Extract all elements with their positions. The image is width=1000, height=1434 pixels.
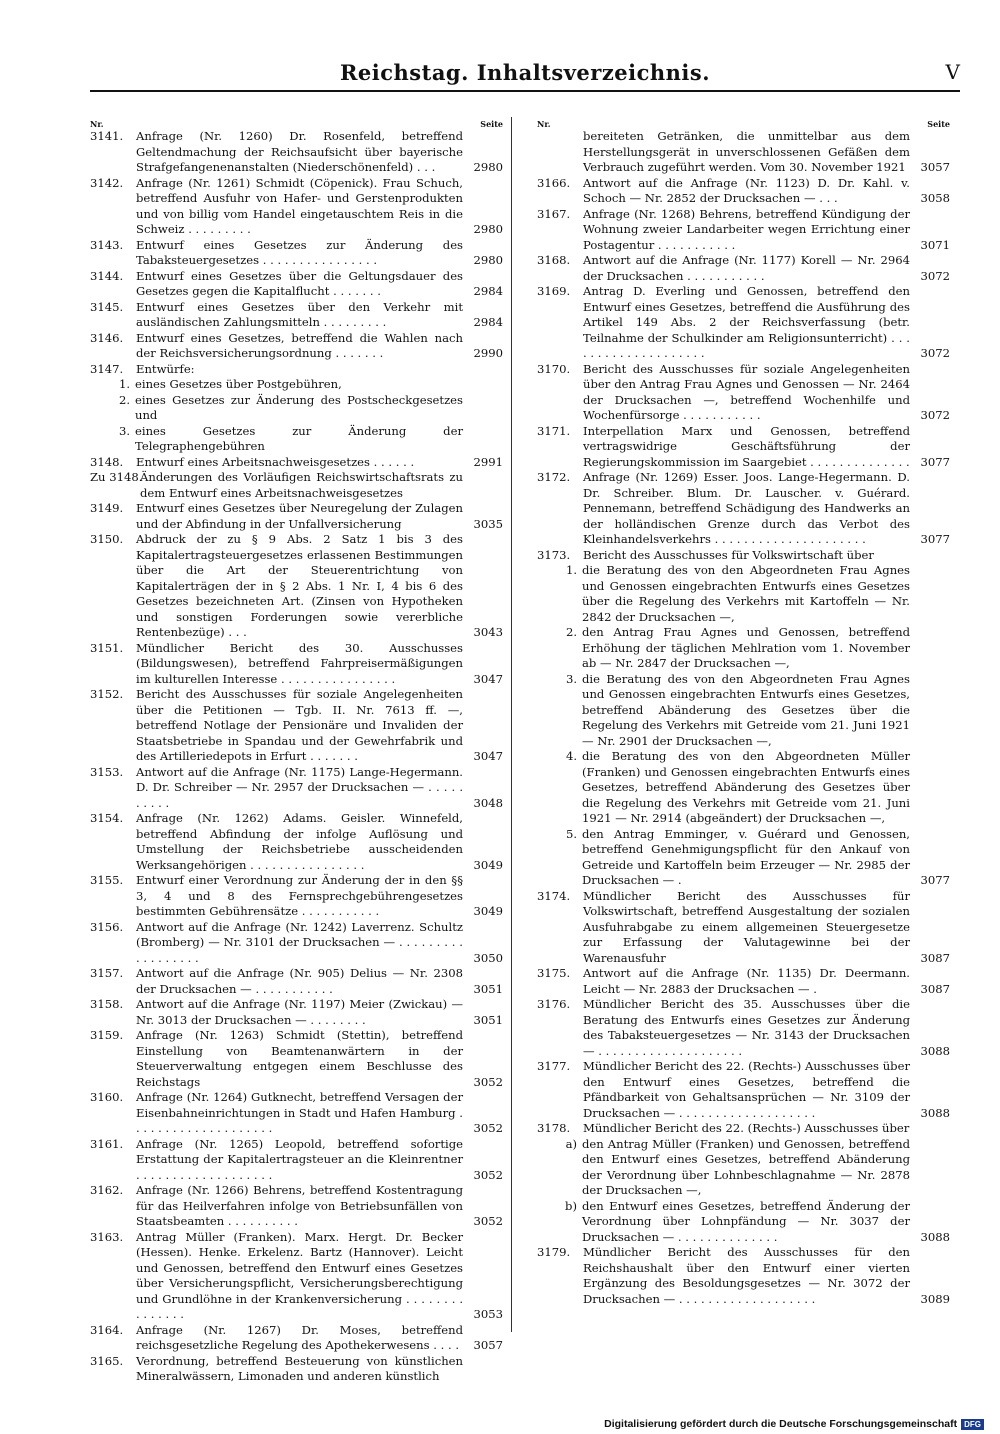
entry-text: Mündlicher Bericht des 22. (Rechts-) Ausschusses über den Entwurf eines Gesetzes, betreffend die Pfändbarkeit von Gehaltsansprüchen — Nr. 3109 der Drucksachen — . . . . . . . . . . . . . . . . . . .: [583, 1059, 910, 1120]
dfg-logo: DFG: [961, 1419, 984, 1430]
entry-number: 3143.: [90, 237, 124, 252]
toc-entry: [537, 966, 950, 997]
entry-page: 3077: [920, 532, 950, 546]
entry-page: 3047: [473, 671, 503, 686]
page-header: [90, 60, 960, 88]
entry-text: Anfrage (Nr. 1264) Gutknecht, betreffend Versagen der Eisenbahneinrichtungen in Stadt und Hafen Hamburg . . . . . . . . . . . . . . . . . . . .: [136, 1090, 463, 1135]
toc-subentry: [90, 393, 503, 424]
entry-page: 3052: [473, 1214, 503, 1228]
entry-text: Entwurf eines Gesetzes, betreffend die Wahlen nach der Reichsversicherungsordnung . . . . . . .: [136, 330, 463, 360]
subentry-label: 3.: [565, 671, 577, 686]
entry-number: 3152.: [90, 687, 124, 701]
entry-number: 3171.: [537, 423, 571, 438]
entry-page: 3087: [920, 950, 950, 965]
entry-number: 3166.: [537, 175, 571, 190]
entry-number: 3142.: [90, 175, 124, 190]
entry-text: Antwort auf die Anfrage (Nr. 1197) Meier (Zwickau) — Nr. 3013 der Drucksachen — . . . . . . . .: [136, 997, 463, 1027]
subentry-text: eines Gesetzes über Postgebühren,: [135, 377, 342, 391]
subentry-label: 1.: [118, 377, 130, 391]
entry-page: 3053: [473, 1307, 503, 1321]
entry-number: Zu 3148.: [90, 470, 143, 484]
entry-number: 3175.: [537, 966, 571, 980]
entry-page: 2980: [473, 222, 503, 236]
toc-entry: [90, 1354, 503, 1385]
entry-text: Verordnung, betreffend Besteuerung von künstlichen Mineralwässern, Limonaden und anderen künstlich: [136, 1353, 463, 1383]
entry-number: 3172.: [537, 470, 571, 484]
entry-page: 3072: [920, 408, 950, 422]
page-number: V: [945, 60, 960, 84]
footer: [604, 1418, 984, 1430]
toc-entry: [90, 331, 503, 362]
entry-number: 3167.: [537, 206, 571, 221]
subentry-label: b): [565, 1198, 577, 1213]
entry-page: 2984: [473, 284, 503, 298]
entry-text: Antrag Müller (Franken). Marx. Hergt. Dr. Becker (Hessen). Henke. Erkelenz. Bartz (Hannover). Leicht und Genossen, betreffend den Entwurf eines Gesetzes über Versicherungspflicht, Versicherungsberechtigung und Grundlöhne in der Krankenversicherung . . . . . . . . . . . . . . .: [136, 1229, 463, 1321]
entry-text: Antrag D. Everling und Genossen, betreffend den Entwurf eines Gesetzes, betreffend die Ausführung des Artikel 149 Abs. 2 der Reichsverfassung (betr. Teilnahme der Schulkinder am Religionsunterricht) . . . . . . . . . . . . . . . . . . . .: [583, 284, 910, 360]
entry-number: 3154.: [90, 811, 124, 825]
entry-text: Entwürfe:: [136, 361, 195, 376]
toc-entry: [90, 129, 503, 176]
entry-page: 3072: [920, 268, 950, 283]
entry-text: Bericht des Ausschusses für soziale Angelegenheiten über die Petitionen — Tgb. II. Nr. 7613 ff. —, betreffend Notlage der Pensionäre und Invaliden der Staatsbetriebe in Spandau und der Gewehrfabrik und des Artilleriedepots in Erfurt . . . . . . .: [136, 687, 463, 763]
column-header-seite: Seite: [927, 119, 950, 129]
entry-page: 3047: [473, 749, 503, 763]
entry-text: Mündlicher Bericht des Ausschusses für Volkswirtschaft, betreffend Ausgestaltung der sozialen Ausfuhrabgabe zu einem allgemeinen Steuergesetze zur Erfassung der Valutagewinne bei der Warenausfuhr: [583, 888, 910, 965]
subentry-text: den Entwurf eines Gesetzes, betreffend Änderung der Verordnung über Lohnpfändung — Nr. 3037 der Drucksachen — . . . . . . . . . . . . . .: [582, 1198, 910, 1244]
entry-text: Änderungen des Vorläufigen Reichswirtschaftsrats zu dem Entwurf eines Arbeitsnachweisgesetzes: [140, 470, 463, 500]
entry-page: 3089: [920, 1291, 950, 1306]
column-header: [537, 117, 950, 129]
entry-text: Entwurf eines Arbeitsnachweisgesetzes . . . . . .: [136, 454, 415, 469]
toc-entry: [537, 1121, 950, 1137]
entry-page: 2991: [473, 454, 503, 469]
entry-number: 3155.: [90, 873, 124, 887]
entry-text: Mündlicher Bericht des 35. Ausschusses über die Beratung des Entwurfs eines Gesetzes zur Änderung des Tabaksteuergesetzes — Nr. 3143 der Drucksachen — . . . . . . . . . . . . . . . . . . . .: [583, 997, 910, 1058]
toc-entry: [537, 129, 950, 176]
entry-text: Entwurf eines Gesetzes über den Verkehr mit ausländischen Zahlungsmitteln . . . . . . . . .: [136, 299, 463, 329]
entry-text: Mündlicher Bericht des 22. (Rechts-) Ausschusses über: [583, 1121, 910, 1135]
entry-number: 3144.: [90, 268, 124, 283]
entry-number: 3176.: [537, 997, 571, 1011]
entry-number: 3157.: [90, 966, 124, 980]
entry-page: 3072: [920, 346, 950, 360]
entry-number: 3162.: [90, 1183, 124, 1197]
toc-entry: [90, 966, 503, 997]
toc-entry: [90, 873, 503, 920]
toc-entry: [90, 470, 503, 501]
entry-page: 3077: [920, 454, 950, 469]
entry-page: 3051: [473, 1012, 503, 1027]
entry-text: Entwurf eines Gesetzes über die Geltungsdauer des Gesetzes gegen die Kapitalflucht . . . . . . .: [136, 268, 463, 298]
entry-page: 3087: [920, 981, 950, 996]
column-divider: [511, 117, 512, 1332]
entry-text: Antwort auf die Anfrage (Nr. 1242) Laverrenz. Schultz (Bromberg) — Nr. 3101 der Drucksachen — . . . . . . . . . . . . . . . . . .: [136, 919, 463, 965]
toc-subentry: [90, 424, 503, 455]
entry-page: 3052: [473, 1167, 503, 1182]
entry-page: 2980: [473, 160, 503, 174]
entry-page: 3050: [473, 950, 503, 965]
toc-entry: [90, 687, 503, 765]
entry-page: 3052: [473, 1121, 503, 1135]
subentry-label: a): [565, 1136, 577, 1151]
subentry-text: den Antrag Emminger, v. Guérard und Genossen, betreffend Genehmigungspflicht für den Ankauf von Getreide und Kartoffeln beim Erzeuger — Nr. 2985 der Drucksachen — .: [582, 826, 910, 887]
entry-number: 3168.: [537, 253, 571, 267]
entry-number: 3177.: [537, 1059, 571, 1073]
entry-number: 3148.: [90, 454, 124, 469]
entry-number: 3146.: [90, 330, 124, 345]
entry-text: Antwort auf die Anfrage (Nr. 905) Delius — Nr. 2308 der Drucksachen — . . . . . . . . . . .: [136, 966, 463, 996]
entry-number: 3164.: [90, 1322, 124, 1337]
entry-text: Antwort auf die Anfrage (Nr. 1135) Dr. Deermann. Leicht — Nr. 2883 der Drucksachen — .: [583, 966, 910, 996]
entry-page: 2980: [473, 253, 503, 267]
toc-entry: [90, 532, 503, 641]
entry-number: 3163.: [90, 1229, 124, 1244]
subentry-label: 5.: [565, 826, 577, 841]
column-header-seite: Seite: [480, 119, 503, 129]
entry-number: 3150.: [90, 532, 124, 546]
entry-number: 3145.: [90, 299, 124, 314]
entry-text: Anfrage (Nr. 1265) Leopold, betreffend sofortige Erstattung der Kapitalertragsteuer an die Kleinrentner . . . . . . . . . . . . . . . . . . .: [136, 1136, 463, 1182]
entry-number: 3173.: [537, 547, 571, 562]
entry-number: 3159.: [90, 1028, 124, 1042]
entry-text: Bericht des Ausschusses für soziale Angelegenheiten über den Antrag Frau Agnes und Genossen — Nr. 2464 der Drucksachen —, betreffend Wochenhilfe und Wochenfürsorge . . . . . . . . . . .: [583, 361, 910, 422]
toc-subentry: [537, 672, 950, 750]
entry-page: 3058: [920, 191, 950, 205]
subentry-page: 3088: [920, 1229, 950, 1244]
toc-entry: [537, 470, 950, 548]
entry-number: 3153.: [90, 764, 124, 779]
entry-page: 3057: [920, 160, 950, 174]
entry-text: Anfrage (Nr. 1263) Schmidt (Stettin), betreffend Einstellung von Beamtenanwärtern in der Steuerverwaltung entgegen einem Beschlusse des Reichstags: [136, 1028, 463, 1089]
subentry-text: den Antrag Frau Agnes und Genossen, betreffend Erhöhung der täglichen Mehlration vom 1. November ab — Nr. 2847 der Drucksachen —,: [582, 625, 910, 670]
toc-entry: [90, 920, 503, 967]
column-header-nr: Nr.: [90, 119, 104, 129]
toc-entry: [90, 300, 503, 331]
toc-entry: [90, 641, 503, 688]
column-header: [90, 117, 503, 129]
entry-text: Antwort auf die Anfrage (Nr. 1175) Lange-Hegermann. D. Dr. Schreiber — Nr. 2957 der Drucksachen — . . . . . . . . . .: [136, 764, 463, 810]
entry-number: 3156.: [90, 919, 124, 934]
left-column: [90, 117, 503, 1385]
toc-entry: [90, 501, 503, 532]
entry-text: Antwort auf die Anfrage (Nr. 1123) D. Dr. Kahl. v. Schoch — Nr. 2852 der Drucksachen — . . .: [583, 175, 910, 205]
entry-text: Interpellation Marx und Genossen, betreffend vertragswidrige Geschäftsführung der Regierungskommission im Saargebiet . . . . . . . . . . . . . .: [583, 423, 910, 469]
entry-page: 3049: [473, 904, 503, 918]
subentry-text: die Beratung des von den Abgeordneten Frau Agnes und Genossen eingebrachten Entwurfs eines Gesetzes über die Regelung des Verkehrs mit Kartoffeln — Nr. 2842 der Drucksachen —,: [582, 563, 910, 624]
toc-entry: [90, 455, 503, 471]
toc-entry: [90, 1090, 503, 1137]
toc-entry: [90, 362, 503, 378]
toc-entry: [537, 253, 950, 284]
header-rule: [90, 90, 960, 92]
toc-entry: [90, 1323, 503, 1354]
toc-entry: [537, 284, 950, 362]
entry-number: 3169.: [537, 284, 571, 298]
entry-text: Entwurf einer Verordnung zur Änderung der in den §§ 3, 4 und 8 des Fernsprechgebührengesetzes bestimmten Gebührensätze . . . . . . . . . . .: [136, 873, 463, 918]
entry-text: Anfrage (Nr. 1261) Schmidt (Cöpenick). Frau Schuch, betreffend Ausfuhr von Hafer- und Gerstenprodukten und von billig vom Handel eingetauschtem Reis in die Schweiz . . . . . . . . .: [136, 175, 463, 236]
page-title: Reichstag. Inhaltsverzeichnis.: [339, 60, 711, 85]
entry-number: 3165.: [90, 1353, 124, 1368]
entry-text: Anfrage (Nr. 1268) Behrens, betreffend Kündigung der Wohnung zweier Landarbeiter wegen Errichtung einer Postagentur . . . . . . . . . . .: [583, 206, 910, 252]
right-column: [537, 117, 950, 1307]
subentry-text: eines Gesetzes zur Änderung der Telegraphengebühren: [135, 423, 463, 453]
toc-entry: [90, 1028, 503, 1090]
toc-subentry: [537, 749, 950, 827]
subentry-label: 3.: [118, 423, 130, 438]
entry-text: Entwurf eines Gesetzes über Neuregelung der Zulagen und der Abfindung in der Unfallversicherung: [136, 501, 463, 531]
subentry-text: den Antrag Müller (Franken) und Genossen, betreffend den Entwurf eines Gesetzes, betreffend Abänderung der Verordnung über Lohnbeschlagnahme — Nr. 2878 der Drucksachen —,: [582, 1136, 910, 1197]
entry-text: Antwort auf die Anfrage (Nr. 1177) Korell — Nr. 2964 der Drucksachen . . . . . . . . . . .: [583, 253, 910, 283]
toc-entry: [90, 269, 503, 300]
subentry-label: 2.: [565, 625, 577, 639]
subentry-label: 4.: [565, 749, 577, 763]
entry-number: 3174.: [537, 888, 571, 903]
column-header-nr: Nr.: [537, 119, 551, 129]
entry-page: 3035: [473, 516, 503, 531]
entry-text: Anfrage (Nr. 1262) Adams. Geisler. Winnefeld, betreffend Abfindung der infolge Auflösung und Umstellung der Reichsbetriebe ausscheidenden Werksangehörigen . . . . . . . . . . . . . . . .: [136, 811, 463, 872]
toc-entry: [90, 1137, 503, 1184]
entry-number: 3149.: [90, 501, 124, 515]
entry-page: 3088: [920, 1105, 950, 1120]
entry-page: 3057: [473, 1338, 503, 1352]
toc-entry: [90, 765, 503, 812]
entry-page: 3043: [473, 625, 503, 639]
toc-entry: [537, 1059, 950, 1121]
toc-entry: [90, 176, 503, 238]
entry-number: 3179.: [537, 1245, 571, 1259]
toc-entry: [90, 1230, 503, 1323]
entry-page: 3088: [920, 1043, 950, 1058]
entry-text: Mündlicher Bericht des 30. Ausschusses (Bildungswesen), betreffend Fahrpreisermäßigungen im kulturellen Interesse . . . . . . . . . . . . . . . .: [136, 640, 463, 686]
entry-number: [537, 129, 583, 176]
entry-number: 3161.: [90, 1136, 124, 1151]
entry-text: Anfrage (Nr. 1266) Behrens, betreffend Kostentragung für das Heilverfahren infolge von Betriebsunfällen von Staatsbeamten . . . . . . . . . .: [136, 1183, 463, 1228]
footer-text: Digitalisierung gefördert durch die Deutsche Forschungsgemeinschaft: [604, 1418, 958, 1430]
entry-page: 3071: [920, 237, 950, 252]
toc-entry: [537, 176, 950, 207]
toc-entry: [537, 424, 950, 471]
entry-page: 3048: [473, 795, 503, 810]
entry-text: Bericht des Ausschusses für Volkswirtschaft über: [583, 547, 874, 562]
subentry-label: 2.: [118, 392, 130, 407]
entry-number: 3147.: [90, 361, 124, 376]
subentry-page: 3077: [920, 873, 950, 887]
toc-entry: [90, 1183, 503, 1230]
entry-text: bereiteten Getränken, die unmittelbar aus dem Herstellungsgerät in unverschlossenen Gefäßen dem Verbrauch zugeführt werden. Vom 30. November 1921: [583, 129, 910, 174]
entry-number: 3158.: [90, 997, 124, 1011]
toc-subentry: [537, 1137, 950, 1199]
entry-page: 2990: [473, 346, 503, 360]
entry-text: Anfrage (Nr. 1260) Dr. Rosenfeld, betreffend Geltendmachung der Reichsaufsicht über bayerische Strafgefangenenanstalten (Niederschönenfeld) . . .: [136, 129, 463, 174]
subentry-text: die Beratung des von den Abgeordneten Frau Agnes und Genossen eingebrachten Entwurfs eines Gesetzes, betreffend Abänderung des Gesetzes über die Regelung des Verkehrs mit Getreide vom 21. Juni 1921 — Nr. 2901 der Drucksachen —,: [582, 671, 910, 748]
entry-number: 3151.: [90, 640, 124, 655]
toc-entry: [90, 238, 503, 269]
toc-subentry: [90, 377, 503, 393]
entry-number: 3141.: [90, 129, 124, 143]
entry-text: Anfrage (Nr. 1267) Dr. Moses, betreffend reichsgesetzliche Regelung des Apothekerwesens . . . .: [136, 1322, 463, 1352]
toc-subentry: [537, 1199, 950, 1246]
subentry-label: 1.: [565, 563, 577, 577]
entry-text: Anfrage (Nr. 1269) Esser. Joos. Lange-Hegermann. D. Dr. Schreiber. Blum. Dr. Lauscher. v. Guérard. Pennemann, betreffend Schädigung des Handwerks an der holländischen Grenze durch das Verbot des Kleinhandelsverkehrs . . . . . . . . . . . . . . . . . . . . .: [583, 470, 910, 546]
subentry-text: die Beratung des von den Abgeordneten Müller (Franken) und Genossen eingebrachten Entwurfs eines Gesetzes, betreffend Abänderung des Gesetzes über die Regelung des Verkehrs mit Getreide vom 21. Juni 1921 — Nr. 2914 (abgeändert) der Drucksachen —,: [582, 749, 910, 825]
entry-number: 3160.: [90, 1090, 124, 1104]
entry-page: 3051: [473, 981, 503, 996]
subentry-text: eines Gesetzes zur Änderung des Postscheckgesetzes und: [135, 392, 463, 422]
toc-subentry: [537, 625, 950, 672]
entry-text: Entwurf eines Gesetzes zur Änderung des Tabaksteuergesetzes . . . . . . . . . . . . . . . .: [136, 237, 463, 267]
entry-page: 3049: [473, 857, 503, 872]
toc-entry: [90, 997, 503, 1028]
entry-number: 3170.: [537, 361, 571, 376]
toc-entry: [537, 362, 950, 424]
toc-entry: [537, 1245, 950, 1307]
toc-entry: [90, 811, 503, 873]
entry-text: Abdruck der zu § 9 Abs. 2 Satz 1 bis 3 des Kapitalertragsteuergesetzes erlassenen Bestimmungen über die Art der Steuerentrichtung von Kapitalerträgen der in § 2 Abs. 1 Nr. I, 4 bis 6 des Gesetzes bezeichneten Art. (Zinsen von Hypotheken und sonstigen Forderungen sowie vererbliche Rentenbezüge) . . .: [136, 532, 463, 639]
toc-subentry: [537, 563, 950, 625]
entry-number: 3178.: [537, 1121, 571, 1135]
entry-text: Mündlicher Bericht des Ausschusses für den Reichshaushalt über den Entwurf einer vierten Ergänzung des Besoldungsgesetzes — Nr. 3072 der Drucksachen — . . . . . . . . . . . . . . . . . . .: [583, 1245, 910, 1306]
toc-entry: [537, 997, 950, 1059]
toc-entry: [537, 207, 950, 254]
toc-subentry: [537, 827, 950, 889]
entry-page: 2984: [473, 315, 503, 329]
toc-entry: [537, 889, 950, 967]
toc-entry: [537, 548, 950, 564]
entry-page: 3052: [473, 1074, 503, 1089]
